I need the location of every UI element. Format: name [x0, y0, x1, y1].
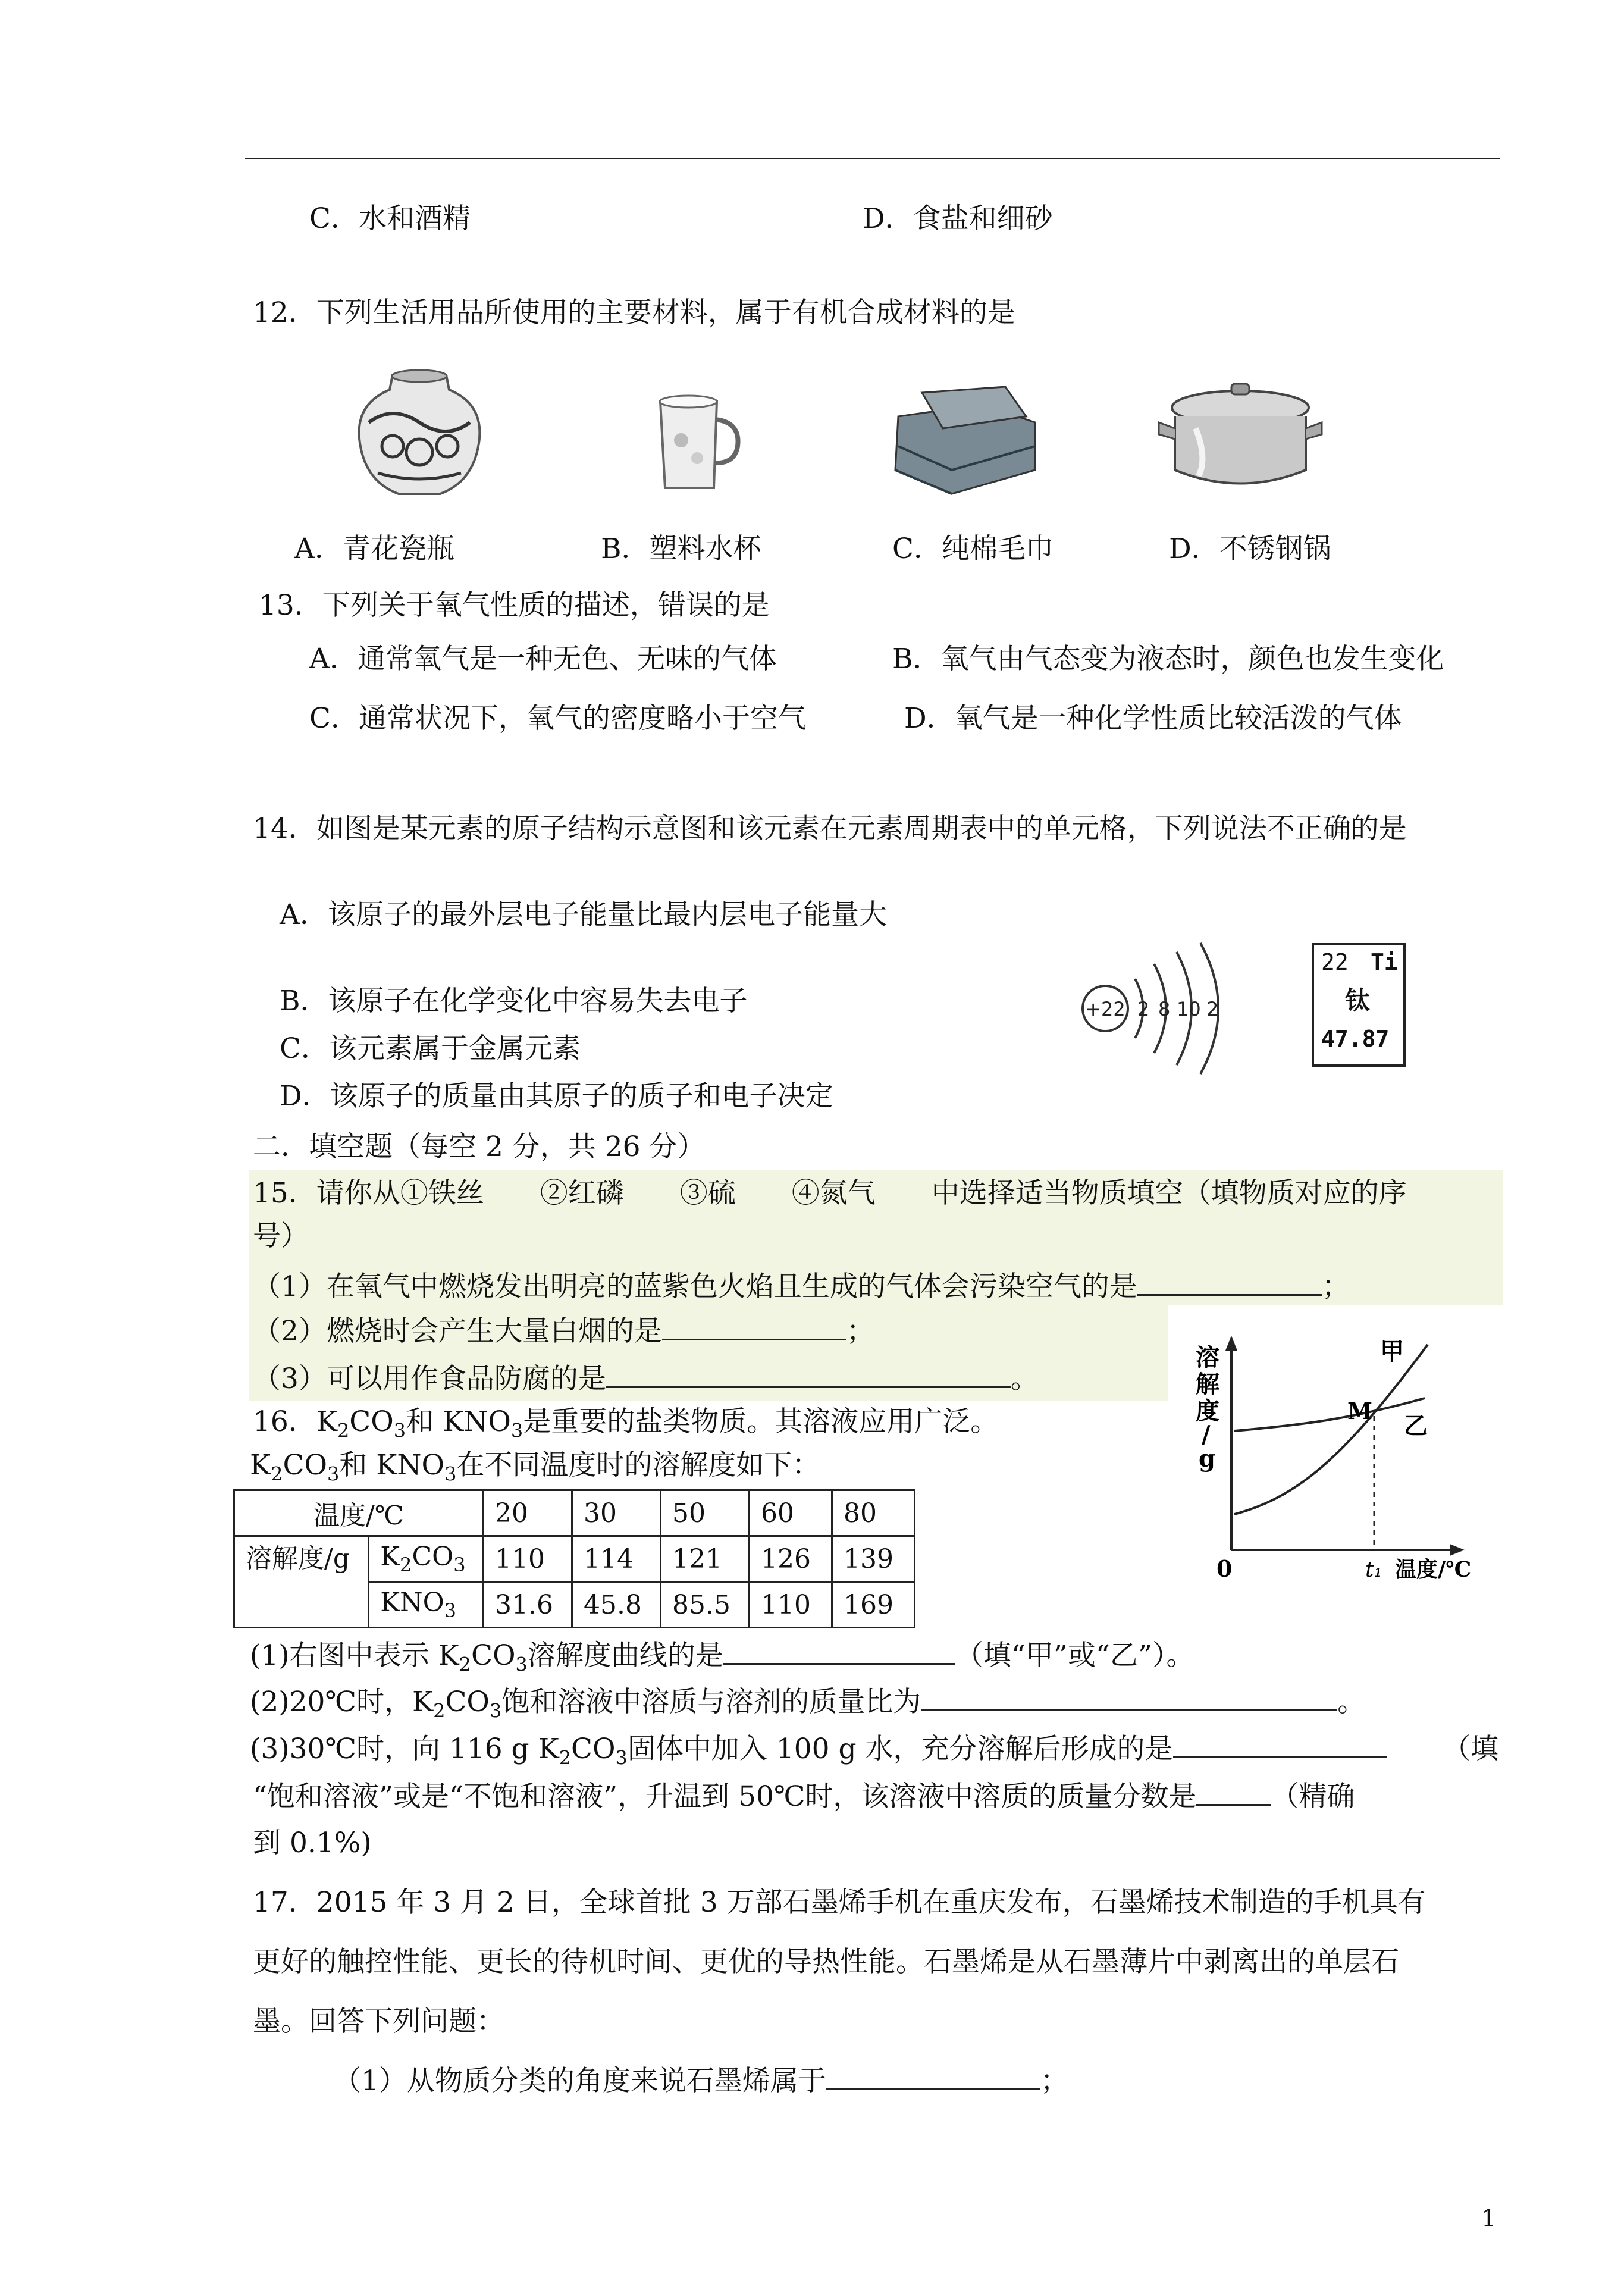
table-cell: 169 [832, 1582, 915, 1628]
text: 固体中加入 100 g 水，充分溶解后形成的是 [627, 1733, 1173, 1765]
intersection-label: M [1347, 1398, 1373, 1424]
q15-part-1 [253, 1270, 1350, 1304]
table-cell: 114 [572, 1536, 661, 1582]
text: CO [445, 1686, 490, 1718]
q16-part-3-line-2 [253, 1780, 1355, 1813]
x-axis-arrow [1450, 1544, 1465, 1556]
q15-part-1-end: ； [1321, 1270, 1350, 1303]
origin-label: 0 [1217, 1555, 1233, 1582]
temp-header: 温度/℃ [234, 1490, 484, 1536]
label-jia: 甲 [1380, 1337, 1404, 1365]
q15-answer-3[interactable] [606, 1362, 1011, 1388]
y-label-char: 溶 [1196, 1343, 1219, 1371]
table-cell: 110 [750, 1582, 832, 1628]
q13-stem: 13．下列关于氧气性质的描述，错误的是 [259, 589, 770, 622]
q16-part-3 [250, 1733, 1387, 1769]
text: 饱和溶液中溶质与溶剂的质量比为 [501, 1686, 921, 1718]
subscript: 3 [327, 1462, 340, 1486]
text: （1）从物质分类的角度来说石墨烯属于 [333, 2065, 826, 2097]
q14-option-b: B．该原子在化学变化中容易失去电子 [280, 985, 748, 1017]
curve-jia [1234, 1345, 1428, 1514]
q15-part-3-text: （3）可以用作食品防腐的是 [253, 1362, 606, 1395]
shell-1-electrons: 2 [1137, 998, 1150, 1020]
section-title: 二．填空题（每空 2 分，共 26 分） [253, 1130, 706, 1163]
text: ； [1040, 2065, 1068, 2097]
table-cell: 110 [484, 1536, 572, 1582]
subscript: 2 [400, 1553, 412, 1576]
text: K [250, 1449, 271, 1481]
text: CO [412, 1542, 454, 1573]
q15-part-2 [253, 1315, 874, 1348]
y-label-char: g [1199, 1445, 1215, 1473]
text: (2)20℃时，K [250, 1686, 434, 1718]
subscript: 3 [515, 1653, 528, 1676]
text: (3)30℃时，向 116 g K [250, 1733, 559, 1765]
q15-part-3-end: 。 [1010, 1362, 1039, 1395]
q11-option-d: D．食盐和细砂 [863, 202, 1053, 235]
y-label-char: / [1202, 1421, 1211, 1449]
q14-stem: 14．如图是某元素的原子结构示意图和该元素在元素周期表中的单元格，下列说法不正确的是 [253, 812, 1407, 845]
q15-stem: 15．请你从①铁丝 ②红磷 ③硫 ④氮气 中选择适当物质填空（填物质对应的序 [253, 1177, 1407, 1210]
subscript: 3 [453, 1553, 466, 1576]
q17-part-1 [333, 2065, 1068, 2098]
q14-option-d: D．该原子的质量由其原子的质子和电子决定 [280, 1080, 833, 1113]
q16-answer-3b[interactable] [1196, 1780, 1271, 1806]
text: K [380, 1542, 400, 1573]
q13-option-c: C．通常状况下，氧气的密度略小于空气 [309, 702, 806, 735]
q15-part-2-text: （2）燃烧时会产生大量白烟的是 [253, 1315, 662, 1348]
y-axis-arrow [1225, 1336, 1237, 1351]
q16-line-2 [250, 1449, 820, 1486]
label-yi: 乙 [1404, 1412, 1428, 1440]
text: 。 [1337, 1686, 1366, 1718]
subscript: 3 [615, 1746, 628, 1769]
table-cell: 85.5 [661, 1582, 750, 1628]
table-cell: 20 [484, 1490, 572, 1536]
subscript: 2 [271, 1462, 283, 1486]
subscript: 2 [559, 1746, 572, 1769]
q14-option-a: A．该原子的最外层电子能量比最内层电子能量大 [280, 898, 887, 931]
table-cell: 121 [661, 1536, 750, 1582]
table-row [234, 1536, 915, 1582]
subscript: 3 [393, 1419, 406, 1442]
x-axis-label: 温度/℃ [1395, 1557, 1472, 1582]
text: 是重要的盐类物质。其溶液应用广泛。 [523, 1405, 999, 1438]
cotton-towel-image [886, 381, 1047, 500]
q15-answer-1[interactable] [1137, 1270, 1322, 1296]
q16-part-3-line-3: 到 0.1%) [253, 1827, 372, 1859]
solubility-header: 溶解度/g [234, 1536, 369, 1628]
q12-stem: 12．下列生活用品所使用的主要材料，属于有机合成材料的是 [253, 296, 1015, 329]
atomic-structure-diagram [1071, 937, 1267, 1080]
text: CO [471, 1639, 516, 1672]
text: （填“甲”或“乙”）。 [955, 1639, 1194, 1672]
text: 和 KNO [339, 1449, 445, 1481]
table-cell: 31.6 [484, 1582, 572, 1628]
steel-pot-image [1154, 375, 1327, 500]
table-cell: 126 [750, 1536, 832, 1582]
text: （精确 [1271, 1780, 1355, 1813]
element-symbol: Ti [1371, 949, 1398, 975]
q16-line-1 [253, 1405, 998, 1442]
subscript: 2 [337, 1419, 350, 1442]
table-cell: 80 [832, 1490, 915, 1536]
subscript: 2 [459, 1653, 471, 1676]
q16-answer-3a[interactable] [1173, 1733, 1387, 1758]
table-row [234, 1490, 915, 1536]
subscript: 2 [433, 1699, 446, 1722]
subscript: 3 [444, 1462, 457, 1486]
q15-part-3 [253, 1362, 1039, 1396]
q15-stem-cont: 号） [253, 1220, 309, 1252]
text: CO [349, 1405, 394, 1438]
q16-number: 16． [253, 1405, 316, 1438]
q13-option-a: A．通常氧气是一种无色、无味的气体 [309, 643, 777, 675]
table-cell: 50 [661, 1490, 750, 1536]
q12-option-c: C．纯棉毛巾 [892, 533, 1054, 565]
atomic-mass: 47.87 [1321, 1026, 1390, 1052]
table-cell: 30 [572, 1490, 661, 1536]
shell-4-electrons: 2 [1206, 998, 1219, 1020]
header-rule [245, 158, 1500, 159]
table-cell: 139 [832, 1536, 915, 1582]
text: 在不同温度时的溶解度如下： [456, 1449, 820, 1481]
table-cell: 45.8 [572, 1582, 661, 1628]
q15-part-2-end: ； [846, 1315, 874, 1348]
q15-part-1-text: （1）在氧气中燃烧发出明亮的蓝紫色火焰且生成的气体会污染空气的是 [253, 1270, 1137, 1303]
y-label-char: 解 [1196, 1370, 1219, 1398]
page-number: 1 [1481, 2205, 1497, 2232]
text: 和 KNO [406, 1405, 511, 1438]
q17-line-2: 更好的触控性能、更长的待机时间、更优的导热性能。石墨烯是从石墨薄片中剥离出的单层石 [253, 1946, 1399, 1978]
q16-part-2 [250, 1686, 1365, 1722]
text: “饱和溶液”或是“不饱和溶液”，升温到 50℃时，该溶液中溶质的质量分数是 [253, 1780, 1197, 1813]
q17-answer-1[interactable] [826, 2065, 1040, 2090]
atomic-number: 22 [1321, 949, 1349, 975]
k2co3-label [369, 1536, 484, 1582]
solubility-table [233, 1489, 915, 1628]
q14-option-c: C．该元素属于金属元素 [280, 1032, 581, 1065]
periodic-table-cell [1312, 943, 1406, 1067]
element-name: 钛 [1345, 986, 1371, 1015]
q17-line-1: 17．2015 年 3 月 2 日，全球首批 3 万部石墨烯手机在重庆发布，石墨烯技术制造的手机具有 [253, 1886, 1426, 1919]
q16-answer-1[interactable] [723, 1639, 955, 1665]
porcelain-vase-image [351, 363, 488, 500]
subscript: 3 [510, 1419, 523, 1442]
text: 溶解度曲线的是 [527, 1639, 723, 1672]
q15-answer-2[interactable] [662, 1315, 846, 1340]
q12-option-d: D．不锈钢锅 [1169, 533, 1331, 565]
text: (1)右图中表示 K [250, 1639, 459, 1672]
solubility-curve-graph [1184, 1330, 1505, 1592]
text: CO [283, 1449, 327, 1481]
table-cell: 60 [750, 1490, 832, 1536]
text: KNO [380, 1587, 444, 1618]
t1-label: t₁ [1365, 1558, 1382, 1582]
subscript: 3 [444, 1599, 457, 1622]
q12-option-a: A．青花瓷瓶 [294, 533, 454, 565]
shell-2-electrons: 8 [1158, 998, 1171, 1020]
curve-yi [1234, 1398, 1425, 1431]
kno3-label [369, 1582, 484, 1628]
plastic-cup-image [648, 393, 744, 494]
q17-line-3: 墨。回答下列问题： [253, 2005, 504, 2038]
text: CO [571, 1733, 616, 1765]
q16-answer-2[interactable] [921, 1686, 1337, 1711]
nucleus-charge: +22 [1085, 998, 1125, 1020]
q16-part-1 [250, 1639, 1194, 1676]
q12-option-b: B．塑料水杯 [601, 533, 761, 565]
q13-option-b: B．氧气由气态变为液态时，颜色也发生变化 [892, 643, 1444, 675]
q16-part-3-fill: （填 [1443, 1733, 1498, 1765]
y-label-char: 度 [1196, 1397, 1219, 1425]
q11-option-c: C．水和酒精 [309, 202, 471, 235]
shell-3-electrons: 10 [1177, 998, 1201, 1020]
text: K [316, 1405, 337, 1438]
subscript: 3 [489, 1699, 502, 1722]
q13-option-d: D．氧气是一种化学性质比较活泼的气体 [904, 702, 1402, 735]
